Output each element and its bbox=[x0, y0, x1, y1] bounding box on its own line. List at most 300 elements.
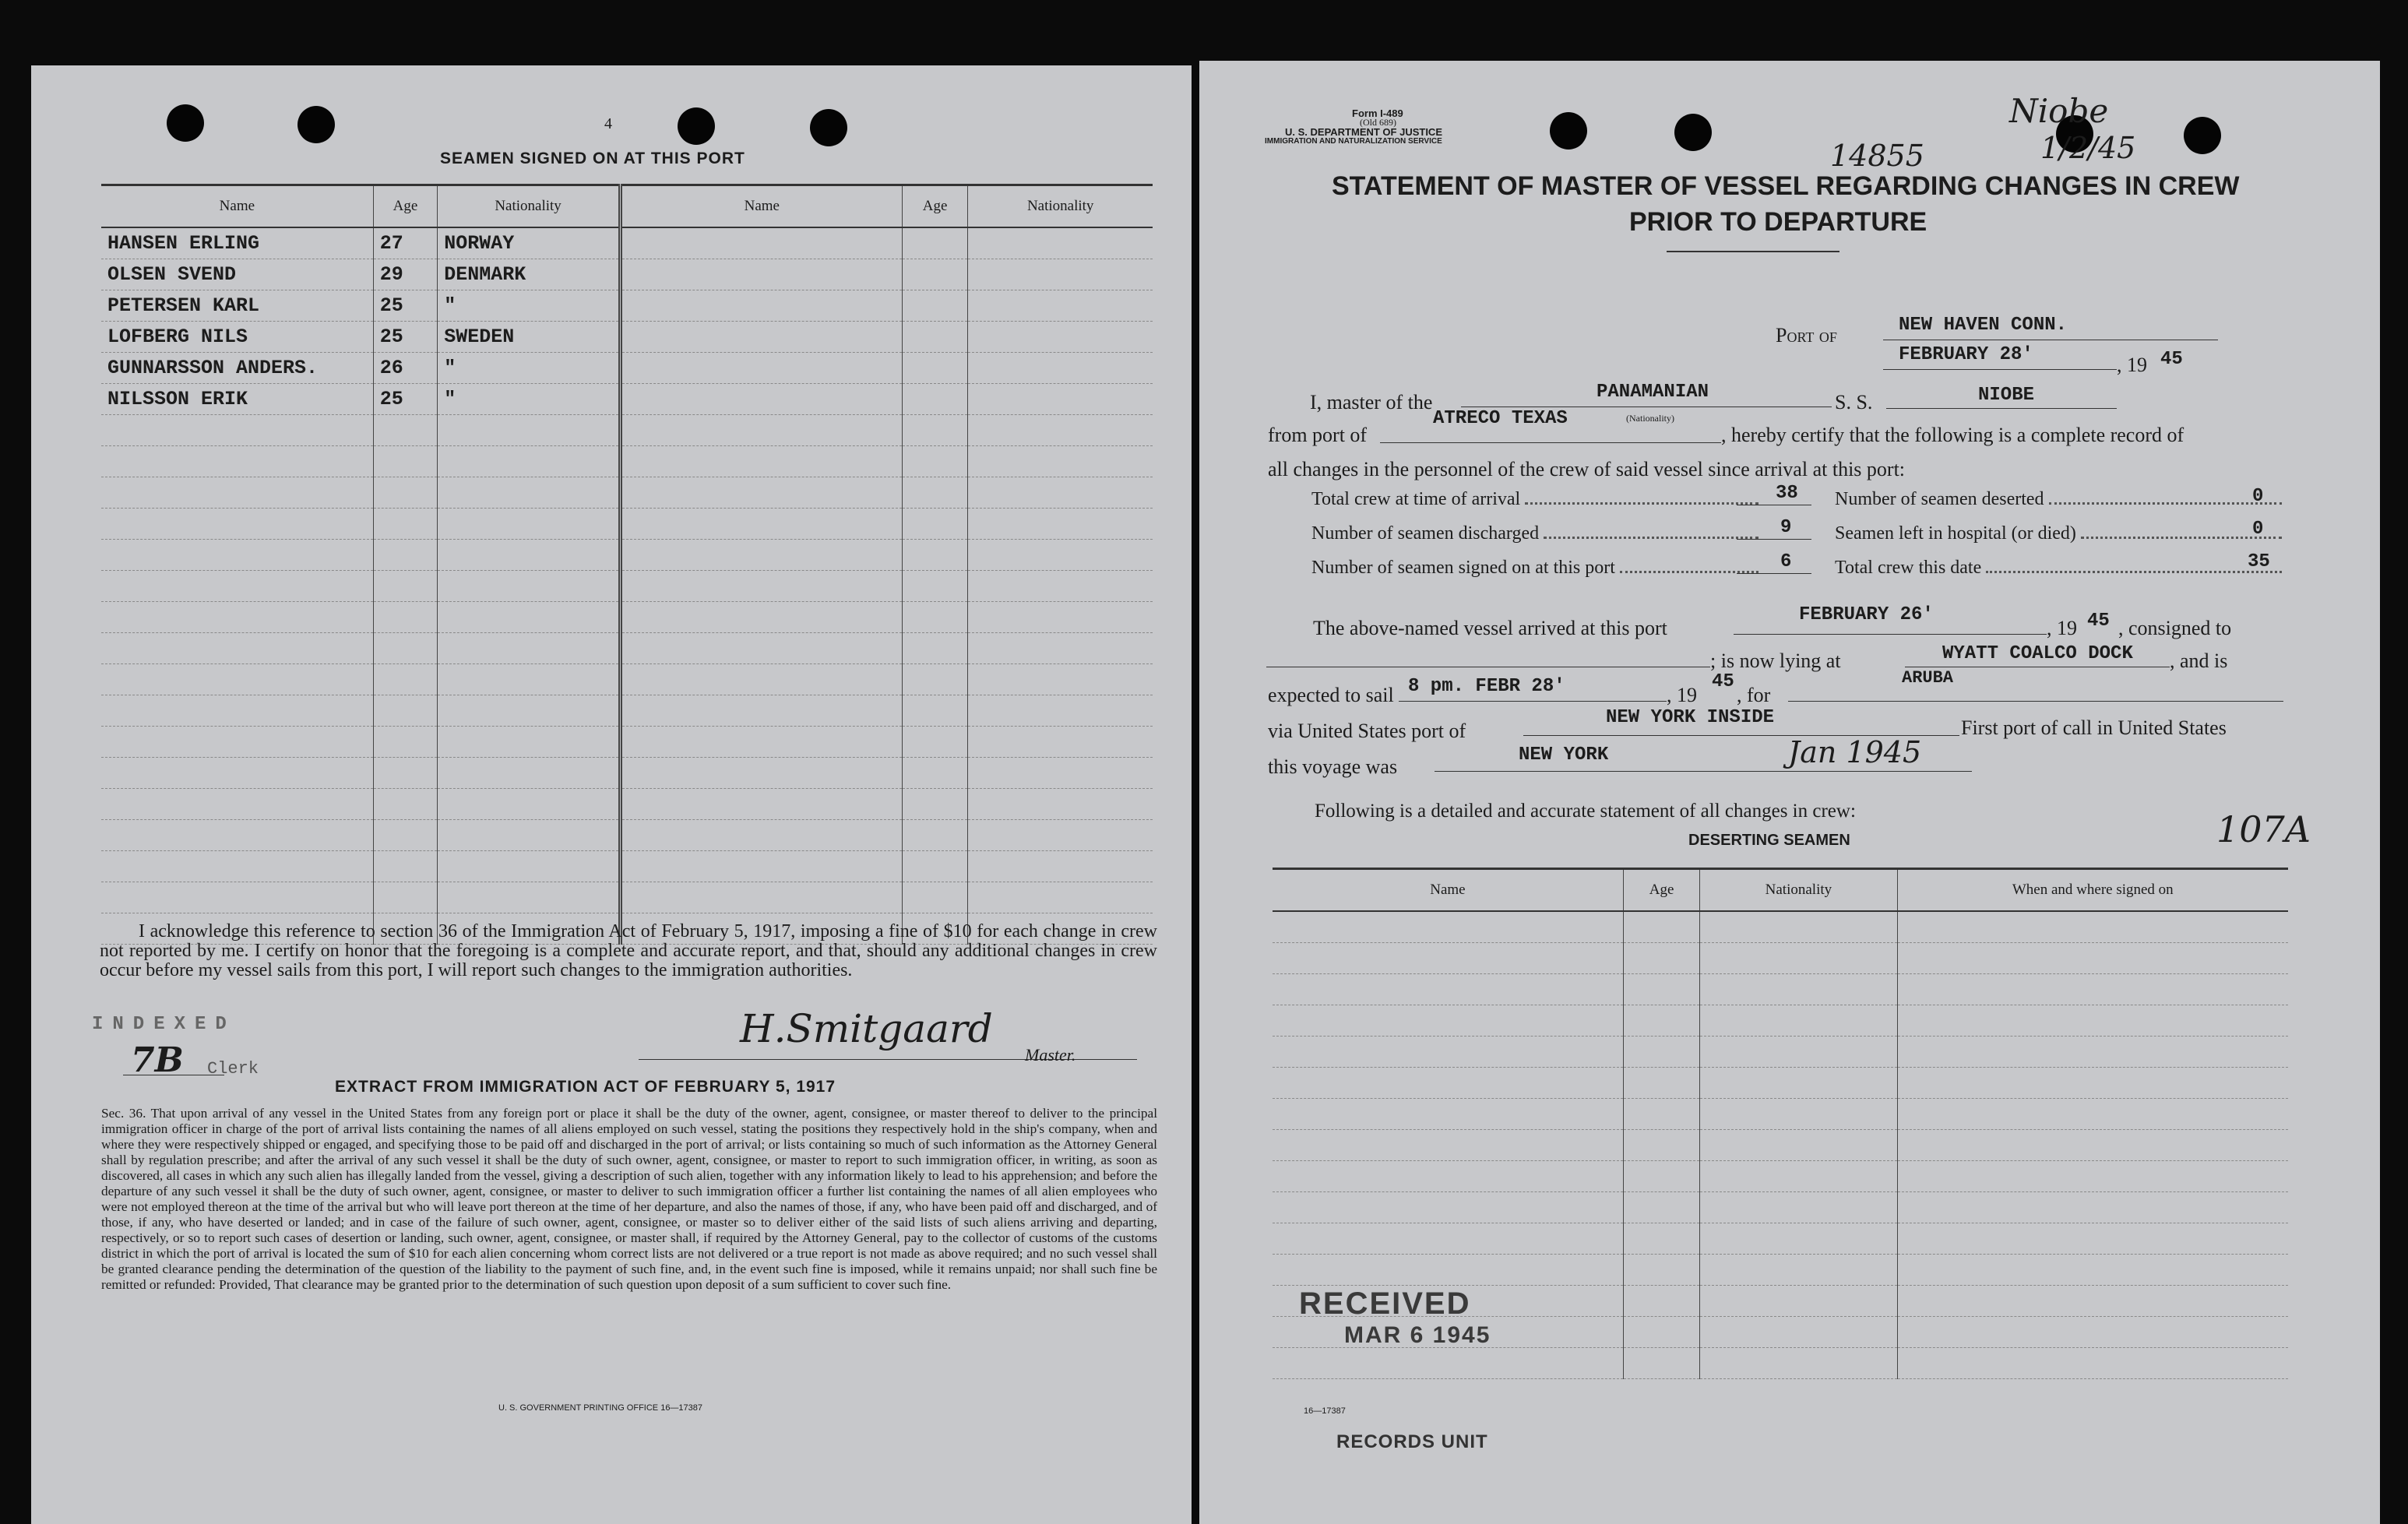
cell-name-2 bbox=[620, 882, 902, 913]
cell-age bbox=[373, 633, 438, 664]
cell-name-2 bbox=[620, 290, 902, 322]
cell-name: NILSSON ERIK bbox=[101, 384, 373, 415]
cell-age: 25 bbox=[373, 322, 438, 353]
cell-age-2 bbox=[902, 664, 968, 695]
cell-name: HANSEN ERLING bbox=[101, 227, 373, 259]
master-label: Master. bbox=[1025, 1045, 1076, 1065]
received-date: MAR 6 1945 bbox=[1344, 1322, 1491, 1348]
sail-year-prefix: , 19 bbox=[1667, 684, 1697, 706]
ship-name: NIOBE bbox=[1978, 385, 2035, 406]
table-row bbox=[101, 633, 1153, 664]
cell-nationality: NORWAY bbox=[438, 227, 621, 259]
col-when-where: When and where signed on bbox=[1897, 869, 2288, 912]
cell-1 bbox=[1623, 1161, 1699, 1192]
cell-name-2 bbox=[620, 415, 902, 446]
cell-name-2 bbox=[620, 633, 902, 664]
punch-hole bbox=[678, 107, 715, 145]
stat-total-arrival-value: 38 bbox=[1776, 483, 1798, 504]
nationality-value: PANAMANIAN bbox=[1597, 382, 1709, 403]
stat-label: Number of seamen discharged bbox=[1311, 523, 1540, 544]
cell-2 bbox=[1700, 1192, 1897, 1223]
cell-0 bbox=[1273, 1192, 1623, 1223]
cell-age-2 bbox=[902, 509, 968, 540]
cell-3 bbox=[1897, 1005, 2288, 1037]
stat-label: Seamen left in hospital (or died) bbox=[1835, 523, 2076, 544]
stat-label: Number of seamen deserted bbox=[1835, 489, 2044, 509]
cell-3 bbox=[1897, 1099, 2288, 1130]
first-port-label: First port of call in United States bbox=[1961, 716, 2227, 739]
cell-nationality-2 bbox=[968, 540, 1153, 571]
handwritten-date: 1/2/45 bbox=[2040, 131, 2136, 165]
cell-name-2 bbox=[620, 227, 902, 259]
all-changes-text: all changes in the personnel of the crew of said vessel since arrival at this port: bbox=[1268, 458, 1906, 480]
cell-nationality bbox=[438, 727, 621, 758]
table-row bbox=[1273, 1255, 2288, 1286]
punch-hole bbox=[297, 106, 335, 143]
cell-name bbox=[101, 695, 373, 727]
table-row bbox=[101, 353, 1153, 384]
punch-hole bbox=[810, 109, 847, 146]
cell-age-2 bbox=[902, 789, 968, 820]
cell-0 bbox=[1273, 1099, 1623, 1130]
cell-1 bbox=[1623, 974, 1699, 1005]
cell-age-2 bbox=[902, 259, 968, 290]
table-row bbox=[101, 415, 1153, 446]
punch-hole bbox=[167, 104, 204, 142]
table-row bbox=[101, 602, 1153, 633]
cell-age-2 bbox=[902, 227, 968, 259]
form-title-line2: PRIOR TO DEPARTURE bbox=[1629, 207, 1927, 237]
cell-nationality bbox=[438, 571, 621, 602]
consigned-label: , consigned to bbox=[2118, 617, 2232, 639]
cell-2 bbox=[1700, 1255, 1897, 1286]
cell-3 bbox=[1897, 1068, 2288, 1099]
cell-name-2 bbox=[620, 353, 902, 384]
table-row bbox=[1273, 1037, 2288, 1068]
cell-name-2 bbox=[620, 695, 902, 727]
cell-name-2 bbox=[620, 446, 902, 477]
year-value: 45 bbox=[2160, 349, 2183, 370]
cell-name bbox=[101, 446, 373, 477]
cell-0 bbox=[1273, 943, 1623, 974]
table-row bbox=[101, 695, 1153, 727]
table-row bbox=[101, 571, 1153, 602]
table-row bbox=[101, 758, 1153, 789]
clerk-label: Clerk bbox=[207, 1059, 259, 1079]
stat-hospital bbox=[1835, 523, 2287, 544]
table-row bbox=[101, 509, 1153, 540]
voyage-value: NEW YORK bbox=[1519, 744, 1609, 766]
col-nationality-2: Nationality bbox=[968, 185, 1153, 228]
form-footer: 16—17387 bbox=[1304, 1406, 1346, 1416]
cell-2 bbox=[1700, 1223, 1897, 1255]
col-nationality: Nationality bbox=[1700, 869, 1897, 912]
cell-nationality bbox=[438, 695, 621, 727]
cell-age-2 bbox=[902, 415, 968, 446]
voyage-handwritten: Jan 1945 bbox=[1788, 735, 1922, 769]
deserting-title: DESERTING SEAMEN bbox=[1688, 832, 1850, 849]
cell-name-2 bbox=[620, 322, 902, 353]
for-label: , for bbox=[1737, 684, 1771, 706]
cell-nationality-2 bbox=[968, 727, 1153, 758]
cell-nationality-2 bbox=[968, 353, 1153, 384]
table-row bbox=[101, 290, 1153, 322]
cell-name-2 bbox=[620, 758, 902, 789]
cell-1 bbox=[1623, 911, 1699, 943]
stat-total-today-value: 35 bbox=[2248, 551, 2270, 572]
cell-name bbox=[101, 758, 373, 789]
cell-age bbox=[373, 695, 438, 727]
acknowledgement-text: I acknowledge this reference to section 36 of the Immigration Act of February 5, 1917, imposing a fine of $10 for each change in crew not reported by me. I certify on honor that the foregoing is a complete and accurate report, and that, should any additional changes in crew occur before my vessel sails from this port, I will report such changes to the immigration authorities. bbox=[100, 921, 1157, 980]
table-row bbox=[101, 322, 1153, 353]
cell-2 bbox=[1700, 1099, 1897, 1130]
form-title-line1: STATEMENT OF MASTER OF VESSEL REGARDING CHANGES IN CREW bbox=[1332, 171, 2240, 201]
file-number: 14855 bbox=[1830, 139, 1924, 173]
cell-age: 25 bbox=[373, 290, 438, 322]
table-row bbox=[101, 384, 1153, 415]
seamen-signed-title: SEAMEN SIGNED ON AT THIS PORT bbox=[440, 150, 745, 167]
left-page bbox=[31, 65, 1192, 1524]
cell-nationality-2 bbox=[968, 290, 1153, 322]
sail-label: expected to sail bbox=[1268, 684, 1394, 706]
cell-nationality: DENMARK bbox=[438, 259, 621, 290]
cell-name-2 bbox=[620, 820, 902, 851]
cell-nationality-2 bbox=[968, 633, 1153, 664]
cell-age-2 bbox=[902, 727, 968, 758]
cell-nationality: SWEDEN bbox=[438, 322, 621, 353]
table-row bbox=[1273, 974, 2288, 1005]
cell-name bbox=[101, 415, 373, 446]
cell-nationality-2 bbox=[968, 227, 1153, 259]
table-row bbox=[101, 227, 1153, 259]
cell-age: 29 bbox=[373, 259, 438, 290]
cell-nationality bbox=[438, 633, 621, 664]
stat-total-arrival bbox=[1311, 489, 1763, 510]
cell-3 bbox=[1897, 1037, 2288, 1068]
page-number: 4 bbox=[604, 115, 612, 132]
table-row bbox=[1273, 943, 2288, 974]
cell-nationality-2 bbox=[968, 571, 1153, 602]
cell-nationality bbox=[438, 415, 621, 446]
cell-3 bbox=[1897, 1161, 2288, 1192]
stat-deserted-value: 0 bbox=[2252, 486, 2264, 507]
col-name-2: Name bbox=[620, 185, 902, 228]
cell-3 bbox=[1897, 943, 2288, 974]
punch-hole bbox=[1674, 114, 1712, 151]
cell-name bbox=[101, 477, 373, 509]
cell-0 bbox=[1273, 1223, 1623, 1255]
cell-nationality-2 bbox=[968, 789, 1153, 820]
cell-1 bbox=[1623, 1099, 1699, 1130]
cell-age bbox=[373, 851, 438, 882]
cell-3 bbox=[1897, 1255, 2288, 1286]
sail-value: 8 pm. FEBR 28' bbox=[1408, 676, 1565, 697]
cell-nationality-2 bbox=[968, 509, 1153, 540]
handwritten-ship: Niobe bbox=[2009, 92, 2109, 130]
cell-3 bbox=[1897, 1317, 2288, 1348]
cell-name: LOFBERG NILS bbox=[101, 322, 373, 353]
cell-nationality bbox=[438, 758, 621, 789]
service-name: IMMIGRATION AND NATURALIZATION SERVICE bbox=[1265, 137, 1442, 146]
cell-1 bbox=[1623, 1255, 1699, 1286]
cell-nationality: " bbox=[438, 384, 621, 415]
cell-nationality-2 bbox=[968, 695, 1153, 727]
clerk-initials: 7B bbox=[131, 1040, 184, 1080]
stat-label: Total crew this date bbox=[1835, 558, 1982, 578]
cell-nationality bbox=[438, 882, 621, 913]
cell-age-2 bbox=[902, 290, 968, 322]
cell-1 bbox=[1623, 1005, 1699, 1037]
cell-name-2 bbox=[620, 602, 902, 633]
cell-name-2 bbox=[620, 259, 902, 290]
cell-name-2 bbox=[620, 727, 902, 758]
cell-age-2 bbox=[902, 758, 968, 789]
cell-3 bbox=[1897, 1286, 2288, 1317]
for-value: ARUBA bbox=[1902, 668, 1954, 688]
table-row bbox=[1273, 911, 2288, 943]
cell-nationality bbox=[438, 789, 621, 820]
cell-1 bbox=[1623, 1130, 1699, 1161]
lying-value: WYATT COALCO DOCK bbox=[1942, 643, 2133, 664]
punch-hole bbox=[2184, 117, 2221, 154]
table-row bbox=[1273, 1192, 2288, 1223]
cell-nationality: " bbox=[438, 353, 621, 384]
cell-0 bbox=[1273, 911, 1623, 943]
cell-age bbox=[373, 789, 438, 820]
cell-age-2 bbox=[902, 851, 968, 882]
table-row bbox=[101, 727, 1153, 758]
extract-title: EXTRACT FROM IMMIGRATION ACT OF FEBRUARY 5, 1917 bbox=[335, 1078, 836, 1096]
form-number: Form I-489 bbox=[1352, 107, 1403, 119]
cell-0 bbox=[1273, 1130, 1623, 1161]
cell-0 bbox=[1273, 1348, 1623, 1379]
right-page bbox=[1199, 61, 2380, 1524]
cell-age: 25 bbox=[373, 384, 438, 415]
col-age-2: Age bbox=[902, 185, 968, 228]
cell-nationality bbox=[438, 664, 621, 695]
cell-age-2 bbox=[902, 882, 968, 913]
table-row bbox=[1273, 1161, 2288, 1192]
cell-nationality-2 bbox=[968, 259, 1153, 290]
cell-age bbox=[373, 477, 438, 509]
punch-hole bbox=[1550, 112, 1587, 150]
date-value: FEBRUARY 28' bbox=[1899, 344, 2033, 365]
cell-age-2 bbox=[902, 353, 968, 384]
cell-2 bbox=[1700, 1130, 1897, 1161]
via-value: NEW YORK INSIDE bbox=[1606, 707, 1775, 728]
cell-name bbox=[101, 882, 373, 913]
cell-3 bbox=[1897, 974, 2288, 1005]
cell-age: 26 bbox=[373, 353, 438, 384]
table-row bbox=[101, 851, 1153, 882]
arrived-year-prefix: , 19 bbox=[2047, 617, 2077, 639]
cell-nationality bbox=[438, 820, 621, 851]
stat-discharged-value: 9 bbox=[1780, 517, 1792, 538]
signed-on-rows bbox=[101, 227, 1153, 945]
col-name: Name bbox=[1273, 869, 1623, 912]
cell-age bbox=[373, 727, 438, 758]
cell-2 bbox=[1700, 943, 1897, 974]
master-signature: H.Smitgaard bbox=[740, 1006, 993, 1051]
cell-nationality bbox=[438, 446, 621, 477]
table-row bbox=[101, 540, 1153, 571]
cell-nationality-2 bbox=[968, 415, 1153, 446]
cell-name bbox=[101, 851, 373, 882]
signed-on-table bbox=[101, 184, 1153, 945]
cell-age-2 bbox=[902, 477, 968, 509]
stat-signed-on-value: 6 bbox=[1780, 551, 1792, 572]
cell-age: 27 bbox=[373, 227, 438, 259]
cell-nationality bbox=[438, 851, 621, 882]
nationality-caption: (Nationality) bbox=[1626, 413, 1674, 424]
col-name: Name bbox=[101, 185, 373, 228]
cell-age-2 bbox=[902, 384, 968, 415]
arrived-label: The above-named vessel arrived at this port bbox=[1313, 617, 1667, 639]
and-is: , and is bbox=[2170, 649, 2228, 672]
cell-1 bbox=[1623, 943, 1699, 974]
cell-name bbox=[101, 664, 373, 695]
stat-label: Number of seamen signed on at this port bbox=[1311, 558, 1615, 578]
cell-age bbox=[373, 602, 438, 633]
cell-0 bbox=[1273, 1068, 1623, 1099]
cell-name-2 bbox=[620, 789, 902, 820]
cell-name bbox=[101, 602, 373, 633]
cell-age bbox=[373, 664, 438, 695]
voyage-label: this voyage was bbox=[1268, 755, 1398, 778]
cell-nationality bbox=[438, 477, 621, 509]
stat-hospital-value: 0 bbox=[2252, 519, 2264, 540]
stat-total-today bbox=[1835, 558, 2287, 579]
cell-age bbox=[373, 820, 438, 851]
cell-age bbox=[373, 540, 438, 571]
col-age: Age bbox=[1623, 869, 1699, 912]
records-unit-stamp: RECORDS UNIT bbox=[1336, 1431, 1488, 1452]
stat-signed-on bbox=[1311, 558, 1763, 579]
cell-name bbox=[101, 571, 373, 602]
table-row bbox=[1273, 1099, 2288, 1130]
cell-age-2 bbox=[902, 695, 968, 727]
from-port-label: from port of bbox=[1268, 424, 1368, 446]
cell-2 bbox=[1700, 1037, 1897, 1068]
cell-name bbox=[101, 727, 373, 758]
cell-name-2 bbox=[620, 664, 902, 695]
table-row bbox=[101, 259, 1153, 290]
cell-2 bbox=[1700, 974, 1897, 1005]
cell-age bbox=[373, 415, 438, 446]
printer-footer: U. S. GOVERNMENT PRINTING OFFICE 16—17387 bbox=[498, 1403, 703, 1413]
department-name: U. S. DEPARTMENT OF JUSTICE bbox=[1285, 126, 1442, 138]
cell-age-2 bbox=[902, 820, 968, 851]
cell-1 bbox=[1623, 1286, 1699, 1317]
cell-name-2 bbox=[620, 509, 902, 540]
cell-3 bbox=[1897, 911, 2288, 943]
cell-name-2 bbox=[620, 851, 902, 882]
cell-nationality-2 bbox=[968, 820, 1153, 851]
cell-nationality-2 bbox=[968, 384, 1153, 415]
table-row bbox=[101, 789, 1153, 820]
received-stamp: RECEIVED bbox=[1299, 1286, 1471, 1321]
handwritten-code: 107A bbox=[2216, 808, 2311, 850]
certify-text: , hereby certify that the following is a complete record of bbox=[1721, 424, 2184, 446]
cell-nationality: " bbox=[438, 290, 621, 322]
cell-0 bbox=[1273, 974, 1623, 1005]
year-prefix: , 19 bbox=[2117, 354, 2147, 376]
cell-nationality-2 bbox=[968, 477, 1153, 509]
cell-name bbox=[101, 820, 373, 851]
cell-age-2 bbox=[902, 571, 968, 602]
arrived-year: 45 bbox=[2087, 611, 2110, 632]
table-row bbox=[1273, 1348, 2288, 1379]
table-row bbox=[1273, 1068, 2288, 1099]
cell-2 bbox=[1700, 1286, 1897, 1317]
cell-3 bbox=[1897, 1223, 2288, 1255]
cell-nationality bbox=[438, 602, 621, 633]
cell-3 bbox=[1897, 1348, 2288, 1379]
cell-age-2 bbox=[902, 540, 968, 571]
cell-name-2 bbox=[620, 571, 902, 602]
cell-age-2 bbox=[902, 446, 968, 477]
cell-age bbox=[373, 571, 438, 602]
cell-age bbox=[373, 509, 438, 540]
cell-1 bbox=[1623, 1037, 1699, 1068]
cell-age bbox=[373, 758, 438, 789]
cell-name: GUNNARSSON ANDERS. bbox=[101, 353, 373, 384]
from-port-value: ATRECO TEXAS bbox=[1433, 408, 1568, 429]
cell-2 bbox=[1700, 1348, 1897, 1379]
cell-2 bbox=[1700, 1161, 1897, 1192]
cell-nationality bbox=[438, 540, 621, 571]
table-row bbox=[1273, 1005, 2288, 1037]
table-row bbox=[1273, 1223, 2288, 1255]
ss-label: S. S. bbox=[1835, 391, 1873, 414]
cell-2 bbox=[1700, 911, 1897, 943]
cell-name: PETERSEN KARL bbox=[101, 290, 373, 322]
port-label: Port of bbox=[1776, 324, 1837, 347]
cell-nationality-2 bbox=[968, 602, 1153, 633]
via-label: via United States port of bbox=[1268, 720, 1466, 742]
cell-2 bbox=[1700, 1005, 1897, 1037]
cell-0 bbox=[1273, 1255, 1623, 1286]
cell-name bbox=[101, 540, 373, 571]
table-row bbox=[101, 664, 1153, 695]
table-row bbox=[101, 882, 1153, 913]
cell-1 bbox=[1623, 1068, 1699, 1099]
table-row bbox=[101, 820, 1153, 851]
col-nationality: Nationality bbox=[438, 185, 621, 228]
arrived-date: FEBRUARY 26' bbox=[1799, 604, 1934, 625]
table-row bbox=[1273, 1130, 2288, 1161]
cell-age bbox=[373, 882, 438, 913]
cell-2 bbox=[1700, 1317, 1897, 1348]
master-of-label: I, master of the bbox=[1310, 391, 1433, 414]
cell-name-2 bbox=[620, 384, 902, 415]
cell-1 bbox=[1623, 1192, 1699, 1223]
cell-nationality bbox=[438, 509, 621, 540]
cell-nationality-2 bbox=[968, 322, 1153, 353]
cell-age-2 bbox=[902, 322, 968, 353]
cell-nationality-2 bbox=[968, 664, 1153, 695]
cell-age bbox=[373, 446, 438, 477]
port-value: NEW HAVEN CONN. bbox=[1899, 315, 2068, 336]
cell-3 bbox=[1897, 1130, 2288, 1161]
cell-age-2 bbox=[902, 602, 968, 633]
cell-0 bbox=[1273, 1037, 1623, 1068]
cell-1 bbox=[1623, 1223, 1699, 1255]
stat-label: Total crew at time of arrival bbox=[1311, 489, 1521, 509]
cell-1 bbox=[1623, 1348, 1699, 1379]
extract-text: Sec. 36. That upon arrival of any vessel in the United States from any foreign port or place it shall be the duty of the owner, agent, consignee, or master thereof to deliver to the principal immigration officer in charge of the port of arrival lists containing the names of all aliens employed on such vessel, stating the positions they respectively hold in the ship's company, when and where they were respectively shipped or engaged, and specifying those to be paid off and discharged in the port of arrival; or lists containing so much of such information as the Attorney General shall by regulation prescribe; and after the arrival of any such vessel it shall be the duty of such owner, agent, consignee, or master to report to such immigration officer, in writing, as soon as discovered, all cases in which any such alien has illegally landed from the vessel, giving a description of such alien, together with any information likely to lead to his apprehension; and before the departure of any such vessel it shall be the duty of such owner, agent, consignee, or master to deliver to such immigration officer a further list containing the names of all alien employees who were not employed thereon at the time of the arrival but who will leave port thereon at the time of her departure, and also the names of those, if any, who have been paid off and discharged, and of those, if any, who have deserted or landed; and in case of the failure of such owner, agent, consignee, or master so to deliver either of the said lists of such aliens arriving and departing, respectively, or so to report such cases of desertion or landing, such owner, agent, consignee, or master shall, if required by the Attorney General, pay to the collector of customs of the customs district in which the port of arrival is located the sum of $10 for each alien concerning whom correct lists are not delivered or a true report is not made as above required; and no such vessel shall be granted clearance pending the determination of the question of the liability to the payment of such fine, and, in the event such fine is imposed, while it remains unpaid; nor shall such fine be remitted or refunded: Provided, That clearance may be granted prior to the determination of such question upon deposit of a sum sufficient to cover such fine. bbox=[101, 1106, 1157, 1292]
cell-nationality-2 bbox=[968, 446, 1153, 477]
